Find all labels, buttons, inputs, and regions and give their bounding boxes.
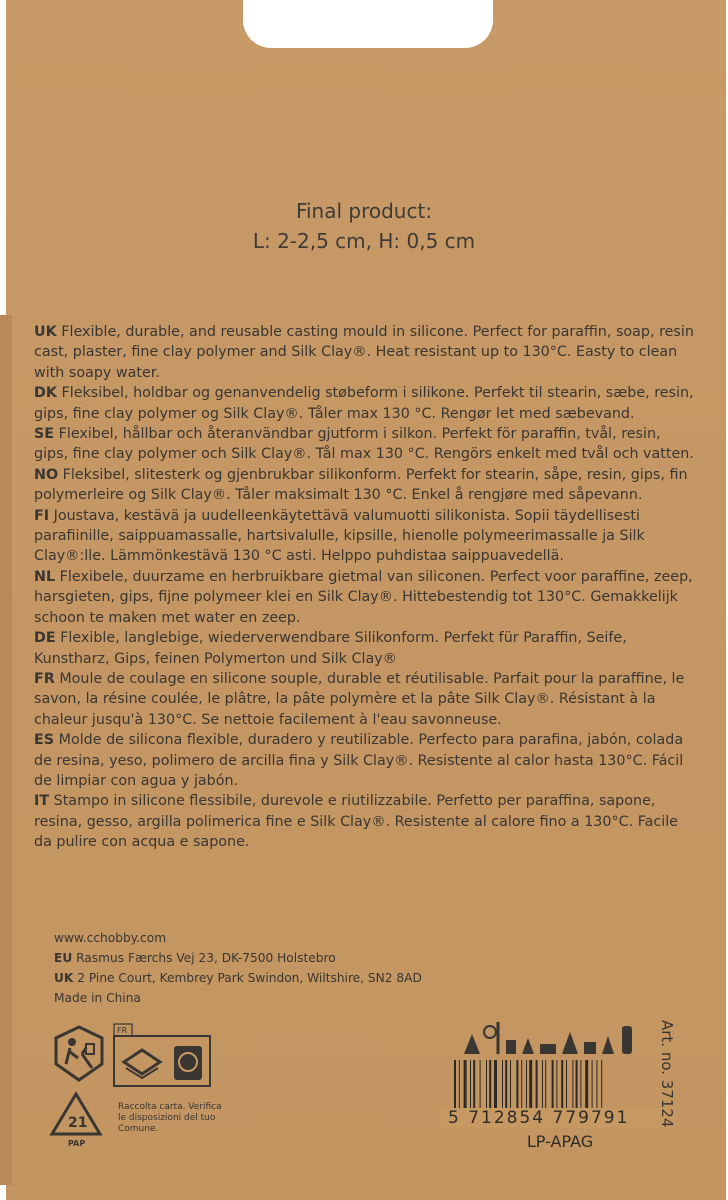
desc-text: Flexibel, hållbar och återanvändbar gjutform i silkon. Perfekt för paraffin, tvål, resin, gips, fine clay polymer och Silk Clay®. Tål max 130 °C. Rengörs enkelt med tvål och vatten.	[34, 426, 694, 463]
barcode-bar	[505, 1060, 507, 1108]
desc-text: Fleksibel, holdbar og genanvendelig støbeform i silikone. Perfekt til stearin, sæbe, resin, gips, fine clay polymer og Silk Clay®. Tåler max 130 °C. Rengør let med sæbevand.	[34, 385, 694, 422]
barcode-bar	[552, 1060, 554, 1108]
recycle-person-icon	[52, 1024, 106, 1084]
barcode-bar	[536, 1060, 538, 1108]
fr-label: FR	[117, 1026, 128, 1035]
desc-es	[34, 730, 694, 791]
lang-code: DK	[34, 385, 57, 402]
barcode-bar	[556, 1060, 557, 1108]
barcode-bar	[521, 1060, 522, 1108]
multilingual-description	[34, 322, 694, 853]
barcode-bar	[592, 1060, 593, 1108]
desc-no	[34, 465, 694, 506]
triman-fr-icon	[112, 1022, 212, 1090]
barcode-bar	[529, 1060, 532, 1108]
barcode-bar	[566, 1060, 567, 1108]
desc-dk	[34, 383, 694, 424]
website: www.cchobby.com	[54, 931, 167, 945]
barcode-bar	[572, 1060, 573, 1108]
pap-21-recycling-icon	[48, 1090, 104, 1148]
desc-text: Stampo in silicone flessibile, durevole e riutilizzabile. Perfetto per paraffina, sapone, resina, gesso, argilla polimerica fine e Silk Clay®. Resistente al calore fino a 130°C. Facile da pulire con acqua e sapone.	[34, 793, 678, 851]
barcode-bar	[489, 1060, 491, 1108]
mould-shapes-icon	[460, 1018, 650, 1058]
eu-code: EU	[54, 951, 73, 965]
barcode-bar	[464, 1060, 467, 1108]
barcode-bar	[459, 1060, 460, 1108]
barcode-bar	[516, 1060, 518, 1108]
raccolta-text: Raccolta carta. Verifica le disposizioni del tuo Comune.	[118, 1102, 222, 1134]
barcode-bar	[596, 1060, 597, 1108]
desc-text: Flexible, langlebige, wiederverwendbare Silikonform. Perfekt für Paraffin, Seife, Kunstharz, Gips, feinen Polymerton und Silk Clay®	[34, 630, 627, 667]
lang-code: ES	[34, 732, 55, 749]
desc-de	[34, 628, 694, 669]
barcode-bar	[454, 1060, 456, 1108]
lang-code: DE	[34, 630, 56, 647]
barcode-bar	[576, 1060, 578, 1108]
article-number	[652, 1020, 682, 1140]
eu-address-text: Rasmus Færchs Vej 23, DK-7500 Holstebro	[72, 951, 336, 965]
barcode-digits: 5 712854 779791	[440, 1108, 668, 1128]
barcode-bar	[494, 1060, 497, 1108]
side-flap	[0, 315, 12, 1185]
desc-text: Flexible, durable, and reusable casting mould in silicone. Perfect for paraffin, soap, resin cast, plaster, fine clay polymer and Silk Clay®. Heat resistant up to 130°C. Easty to clean with soapy water.	[34, 324, 694, 381]
lang-code: UK	[34, 324, 57, 340]
barcode	[452, 1060, 648, 1140]
barcode-bar	[561, 1060, 563, 1108]
desc-it	[34, 791, 694, 852]
desc-text: Fleksibel, slitesterk og gjenbrukbar silikonform. Perfekt for stearin, såpe, resin, gips, fin polymerleire og Silk Clay®. Tåler maksimalt 130 °C. Enkel å rengjøre med såpevann.	[34, 466, 688, 504]
barcode-bar	[486, 1060, 487, 1108]
pap-number: 21	[68, 1115, 88, 1131]
desc-se	[34, 424, 694, 465]
article-number-text: Art. no. 37124	[658, 1020, 676, 1128]
uk-address	[54, 968, 474, 988]
barcode-bar	[510, 1060, 511, 1108]
uk-address-text: 2 Pine Court, Kembrey Park Swindon, Wiltshire, SN2 8AD	[73, 971, 422, 985]
eu-address	[54, 948, 474, 968]
lang-code: SE	[34, 426, 55, 443]
barcode-bar	[470, 1060, 471, 1108]
desc-nl	[34, 567, 694, 628]
barcode-bar	[480, 1060, 481, 1108]
final-product-info	[0, 196, 728, 256]
lang-code: NO	[34, 466, 59, 483]
pap-label: PAP	[68, 1139, 86, 1148]
desc-fr	[34, 669, 694, 730]
origin: Made in China	[54, 991, 141, 1005]
final-product-title: Final product:	[295, 199, 433, 223]
desc-text: Flexibele, duurzame en herbruikbare gietmal van siliconen. Perfect voor paraffine, zeep, harsgieten, gips, fijne polymeer klei en Silk Clay®. Hittebestendig tot 130°C. Gemakkelijk schoon te maken met water en zeep.	[34, 568, 693, 626]
lang-code: NL	[34, 568, 56, 585]
lang-code: FR	[34, 670, 55, 687]
company-info	[54, 928, 474, 1008]
lang-code: FI	[34, 507, 50, 524]
final-product-dimensions: L: 2-2,5 cm, H: 0,5 cm	[252, 229, 476, 253]
barcode-bar	[526, 1060, 527, 1108]
desc-fi	[34, 506, 694, 567]
lang-code: IT	[34, 793, 50, 810]
desc-uk	[34, 322, 694, 383]
desc-text: Joustava, kestävä ja uudelleenkäytettävä valumuotti silikonista. Sopii täydellisesti parafiinille, saippuamassalle, hartsivalulle, kipsille, hienolle polymeerimassalle ja Silk Clay®:lle. Lämmönkestävä 130 °C asti. Helppo puhdistaa saippuavedellä.	[34, 507, 645, 565]
barcode-bar	[473, 1060, 475, 1108]
hang-hole	[243, 0, 493, 48]
barcode-bar	[580, 1060, 581, 1108]
barcode-bar	[502, 1060, 503, 1108]
barcode-bar	[601, 1060, 602, 1108]
uk-code: UK	[54, 971, 74, 985]
desc-text: Molde de silicona flexible, duradero y reutilizable. Perfecto para parafina, jabón, colada de resina, yeso, polimero de arcilla fina y Silk Clay®. Resistente al calor hasta 130°C. Fácil de limpiar con agua y jabón.	[34, 732, 684, 789]
desc-text: Moule de coulage en silicone souple, durable et réutilisable. Parfait pour la paraffine, le savon, la résine coulée, le plâtre, la pâte polymère et la pâte Silk Clay®. Résistant à la chaleur jusqu'à 130°C. Se nettoie facilement à l'eau savonneuse.	[34, 670, 685, 728]
barcode-bar	[585, 1060, 588, 1108]
barcode-bar	[542, 1060, 543, 1108]
barcode-bar	[545, 1060, 546, 1108]
lp-code: LP-APAG	[526, 1132, 594, 1151]
